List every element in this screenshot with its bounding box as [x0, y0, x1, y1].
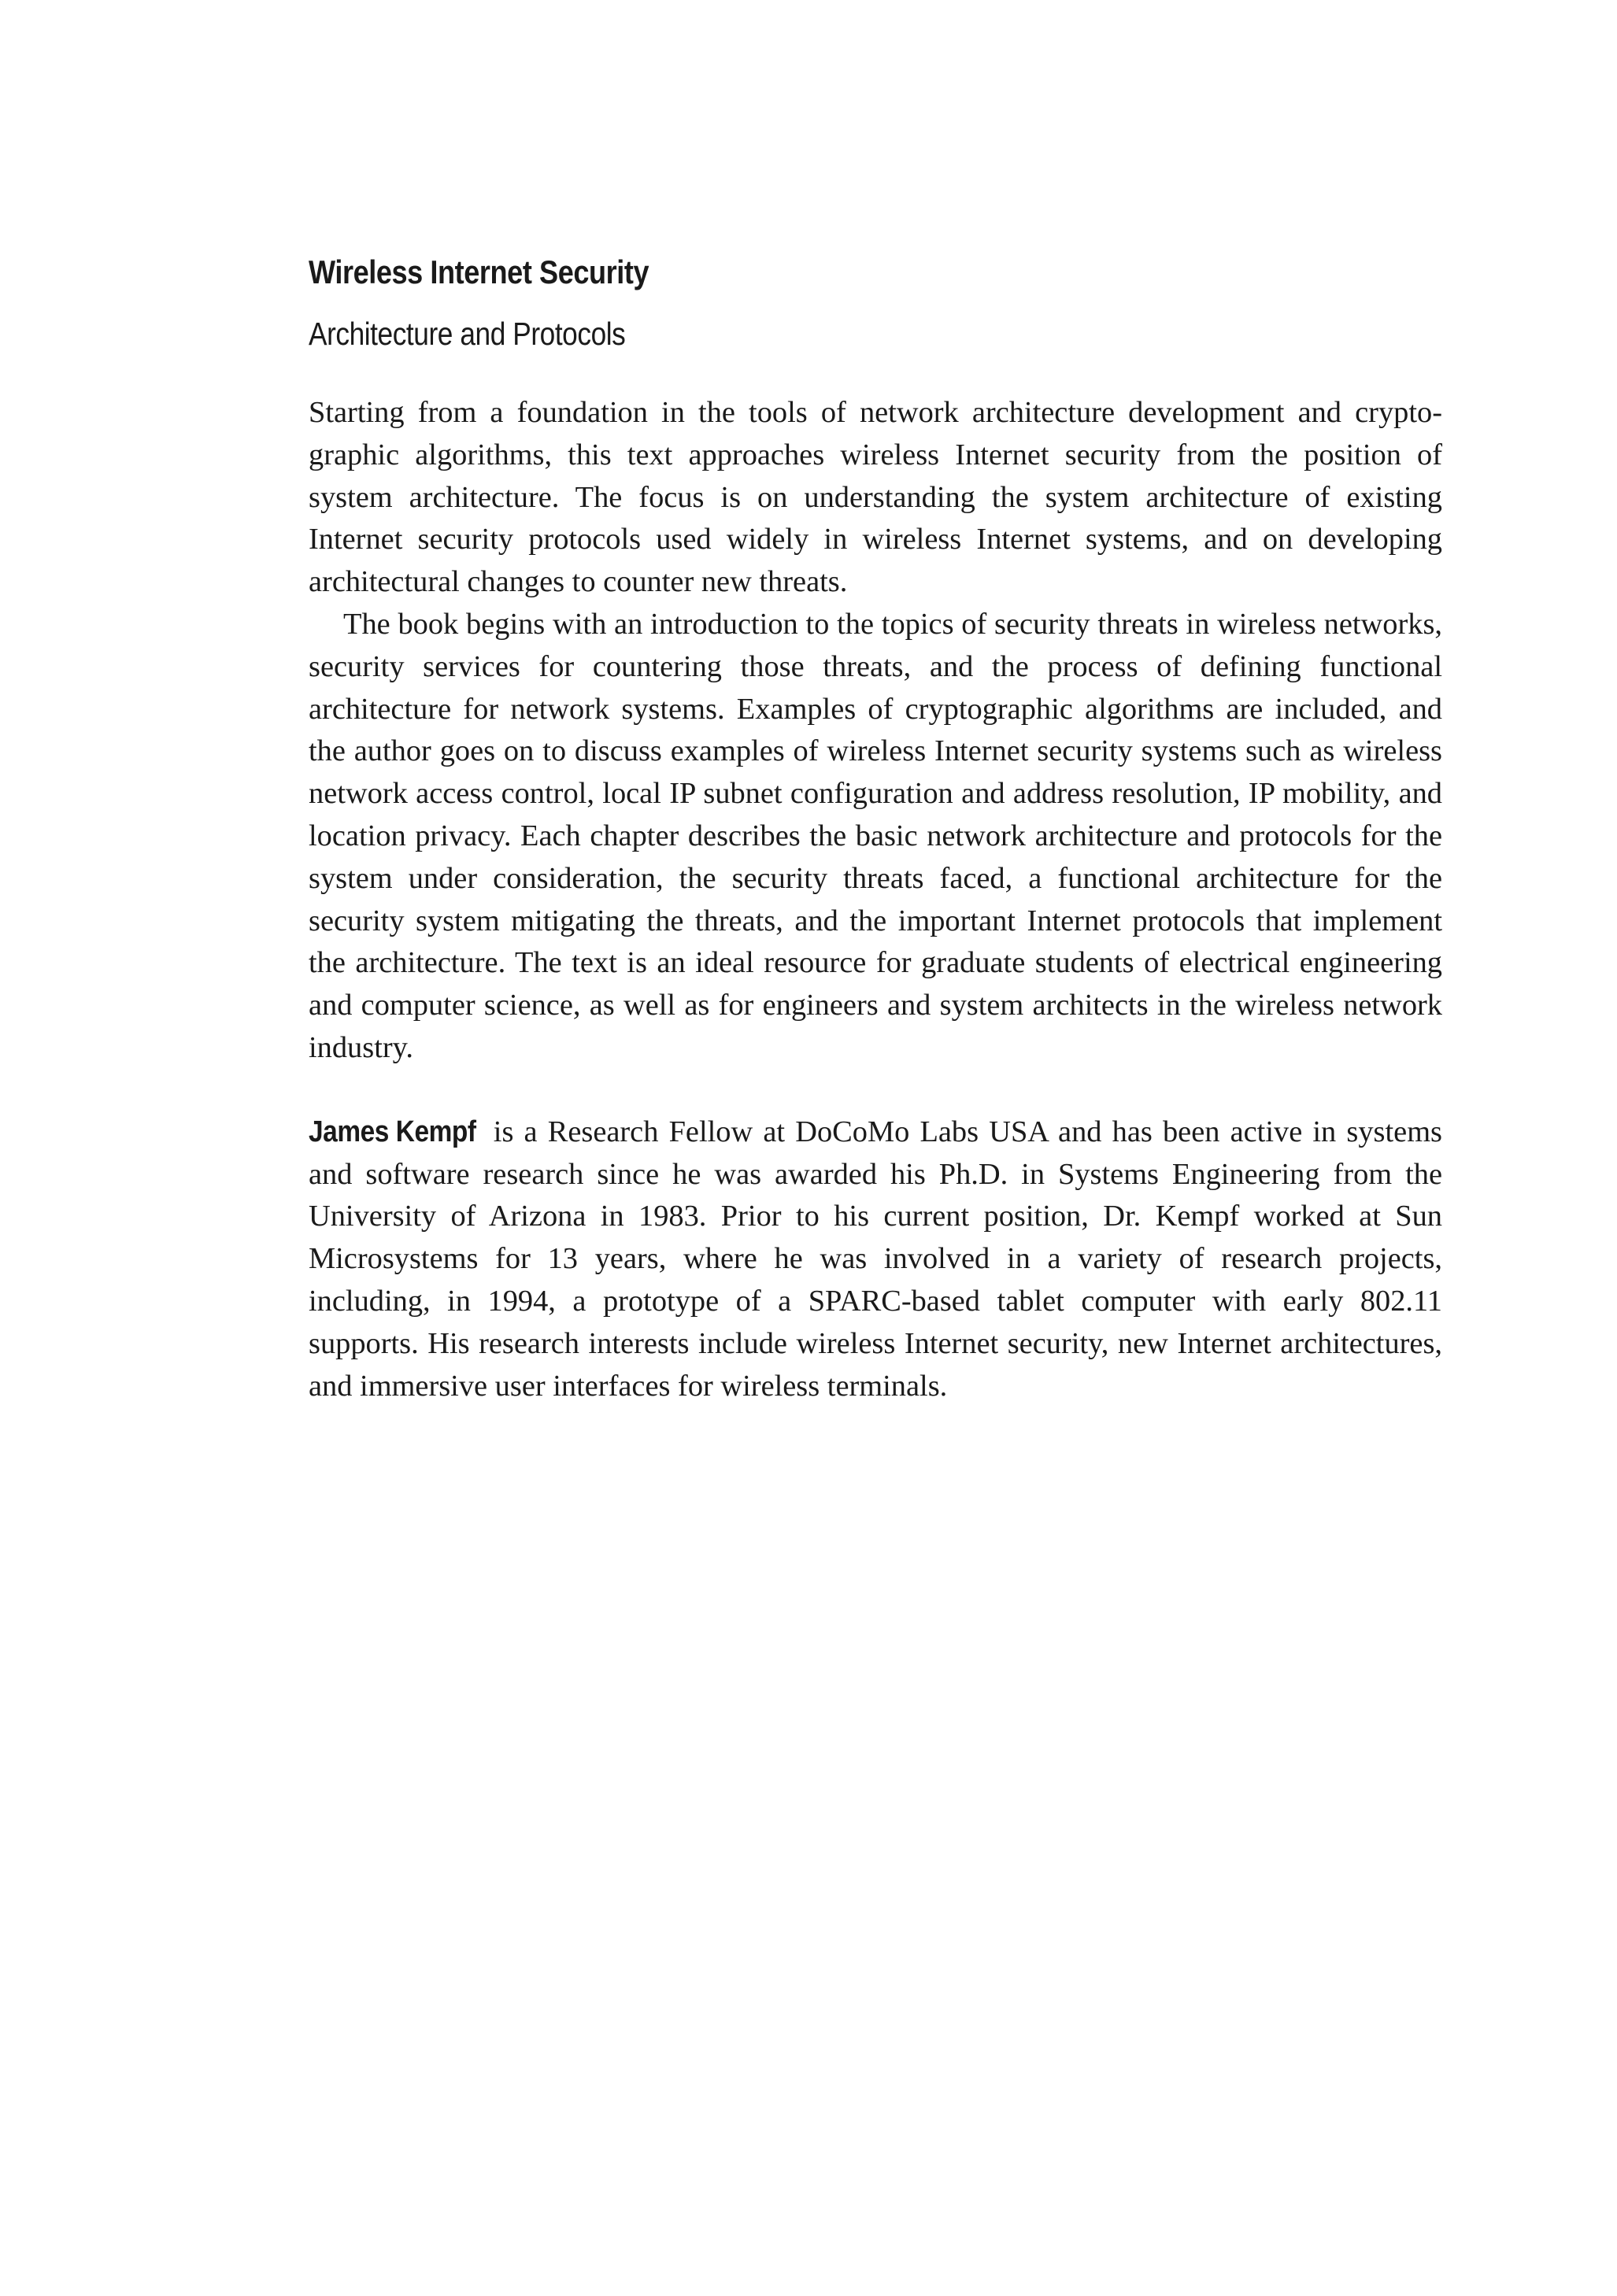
- description-paragraph-1: Starting from a foundation in the tools of network architecture development and cryptographic algorithms, this text approaches wireless Internet security from the position of system architecture. The focus is on understanding the system architecture of existing Internet security protocols used widely in wireless Internet systems, and on developing architectural changes to counter new threats.: [309, 396, 1442, 599]
- description-paragraph-2: The book begins with an introduction to the topics of security threats in wireless networks, security services for countering those threats, and the process of defining functional architecture for network systems. Examples of cryptographic algorithms are included, and the author goes on to discuss examples of wireless Internet security systems such as wireless network access control, local IP subnet configuration and address resolution, IP mobility, and location privacy. Each chapter describes the basic network architecture and protocols for the system under consideration, the security threats faced, a functional architecture for the security system mitigating the threats, and the important Internet protocols that implement the architecture. The text is an ideal resource for graduate students of electrical engineering and computer science, as well as for engineers and system architects in the wireless network industry.: [309, 607, 1442, 1064]
- page-content: [309, 250, 1442, 1407]
- book-subtitle: Architecture and Protocols: [309, 316, 626, 352]
- author-bio-text: is a Research Fellow at DoCoMo Labs USA and has been active in systems and software research since he was awarded his Ph.D. in Systems Engineering from the University of Arizona in 1983. Prior to his current position, Dr. Kempf worked at Sun Microsystems for 13 years, where he was involved in a variety of research projects, including, in 1994, a prototype of a SPARC-based tablet computer with early 802.11 supports. His research interests include wireless Internet security, new Internet architectures, and immersive user interfaces for wireless terminals.: [309, 1115, 1442, 1403]
- author-name: James Kempf: [309, 1115, 476, 1148]
- book-description: [309, 392, 1442, 1070]
- book-title: Wireless Internet Security: [309, 253, 649, 290]
- author-bio: [309, 1111, 1442, 1408]
